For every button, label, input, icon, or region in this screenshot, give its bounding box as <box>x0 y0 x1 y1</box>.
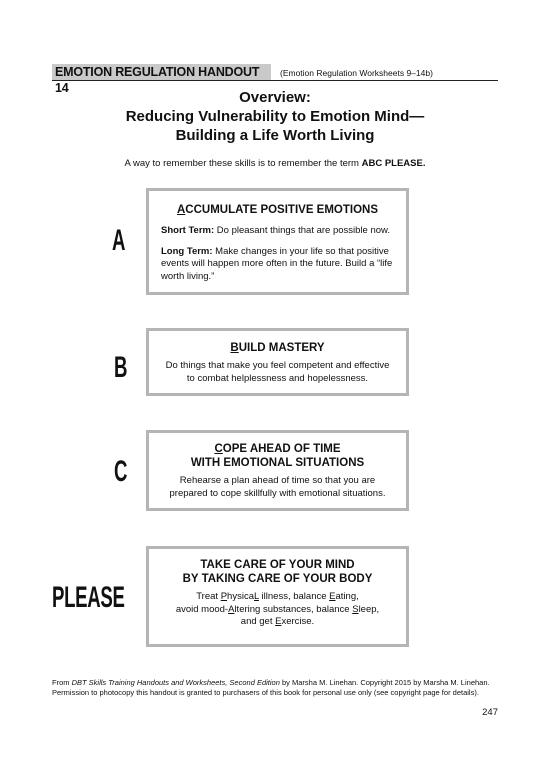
short-term-label: Short Term: <box>161 225 215 236</box>
box-take-care-of-body <box>146 546 409 647</box>
box-title-c-line2: WITH EMOTIONAL SITUATIONS <box>190 457 365 469</box>
letter-b: B <box>114 351 128 384</box>
please-initial: E <box>329 591 336 602</box>
intro-text <box>0 158 550 169</box>
short-term-text <box>161 225 394 238</box>
letter-c: C <box>114 455 128 488</box>
please-text: ltering substances, balance <box>234 603 353 615</box>
please-line1 <box>159 591 396 604</box>
please-initial: A <box>228 603 235 615</box>
box-title-a <box>161 203 394 217</box>
box-accumulate-positive-emotions <box>146 188 409 295</box>
letter-please: PLEASE <box>52 581 125 614</box>
letter-a: A <box>112 224 126 257</box>
please-initial: P <box>220 591 228 602</box>
long-term-text <box>161 246 394 284</box>
title-initial-b: B <box>230 342 239 354</box>
please-line3 <box>159 616 396 629</box>
footer-book-title: DBT Skills Training Handouts and Worksheets, Second Edition <box>71 678 280 687</box>
please-initial: L <box>253 591 259 602</box>
please-initial: S <box>352 603 359 615</box>
box-build-mastery <box>146 328 409 396</box>
please-text: and get <box>240 616 276 627</box>
please-text: hysica <box>227 591 254 602</box>
please-text: avoid mood- <box>175 603 229 615</box>
please-text: ating, <box>335 591 359 602</box>
box-title-please-line1: TAKE CARE OF YOUR MIND <box>200 559 355 571</box>
page-number: 247 <box>482 707 498 718</box>
title-rest-a: CCUMULATE POSITIVE EMOTIONS <box>185 204 379 216</box>
page-title-line1: Overview: <box>239 89 311 106</box>
footer-from: From <box>52 678 72 687</box>
please-text: illness, balance <box>258 591 330 602</box>
box-title-please-line2: BY TAKING CARE OF YOUR BODY <box>182 573 373 585</box>
box-title-b <box>163 341 392 355</box>
intro-sentence: A way to remember these skills is to remember the term <box>124 158 362 169</box>
title-rest-c: OPE AHEAD OF TIME <box>222 443 341 455</box>
please-text: xercise. <box>281 616 315 627</box>
title-rest-b: UILD MASTERY <box>238 342 325 354</box>
handout-header <box>52 64 498 95</box>
please-text: leep, <box>358 603 380 615</box>
page-title-line2: Reducing Vulnerability to Emotion Mind— <box>125 108 425 125</box>
page-title-line3: Building a Life Worth Living <box>175 127 375 144</box>
build-mastery-text: Do things that make you feel competent and effective to combat helplessness and hopelessness. <box>165 360 390 384</box>
footer-text: by Marsha M. Linehan. Copyright 2015 by Marsha M. Linehan. Permission to photocopy this handout is granted to purchasers of this book for personal use only (see copyright page for details). <box>52 678 490 697</box>
box-cope-ahead <box>146 430 409 511</box>
cope-ahead-text: Rehearse a plan ahead of time so that you are prepared to cope skillfully with emotional situations. <box>169 475 386 499</box>
title-initial-a: A <box>176 204 186 216</box>
handout-title: EMOTION REGULATION HANDOUT 14 <box>52 64 271 80</box>
copyright-footer <box>52 678 500 698</box>
please-line2 <box>159 604 396 617</box>
please-initial: E <box>275 616 282 627</box>
long-term-label: Long Term: <box>161 245 213 257</box>
title-initial-c: C <box>214 443 223 455</box>
please-text: Treat <box>196 591 221 602</box>
worksheet-reference: (Emotion Regulation Worksheets 9–14b) <box>280 68 433 78</box>
short-term-desc: Do pleasant things that are possible now. <box>214 225 391 236</box>
long-term-desc: Make changes in your life so that positive events will happen more often in the future. Build a “life worth living.” <box>161 245 393 282</box>
box-title-c-line1 <box>161 442 394 456</box>
intro-term: ABC PLEASE. <box>361 158 426 169</box>
